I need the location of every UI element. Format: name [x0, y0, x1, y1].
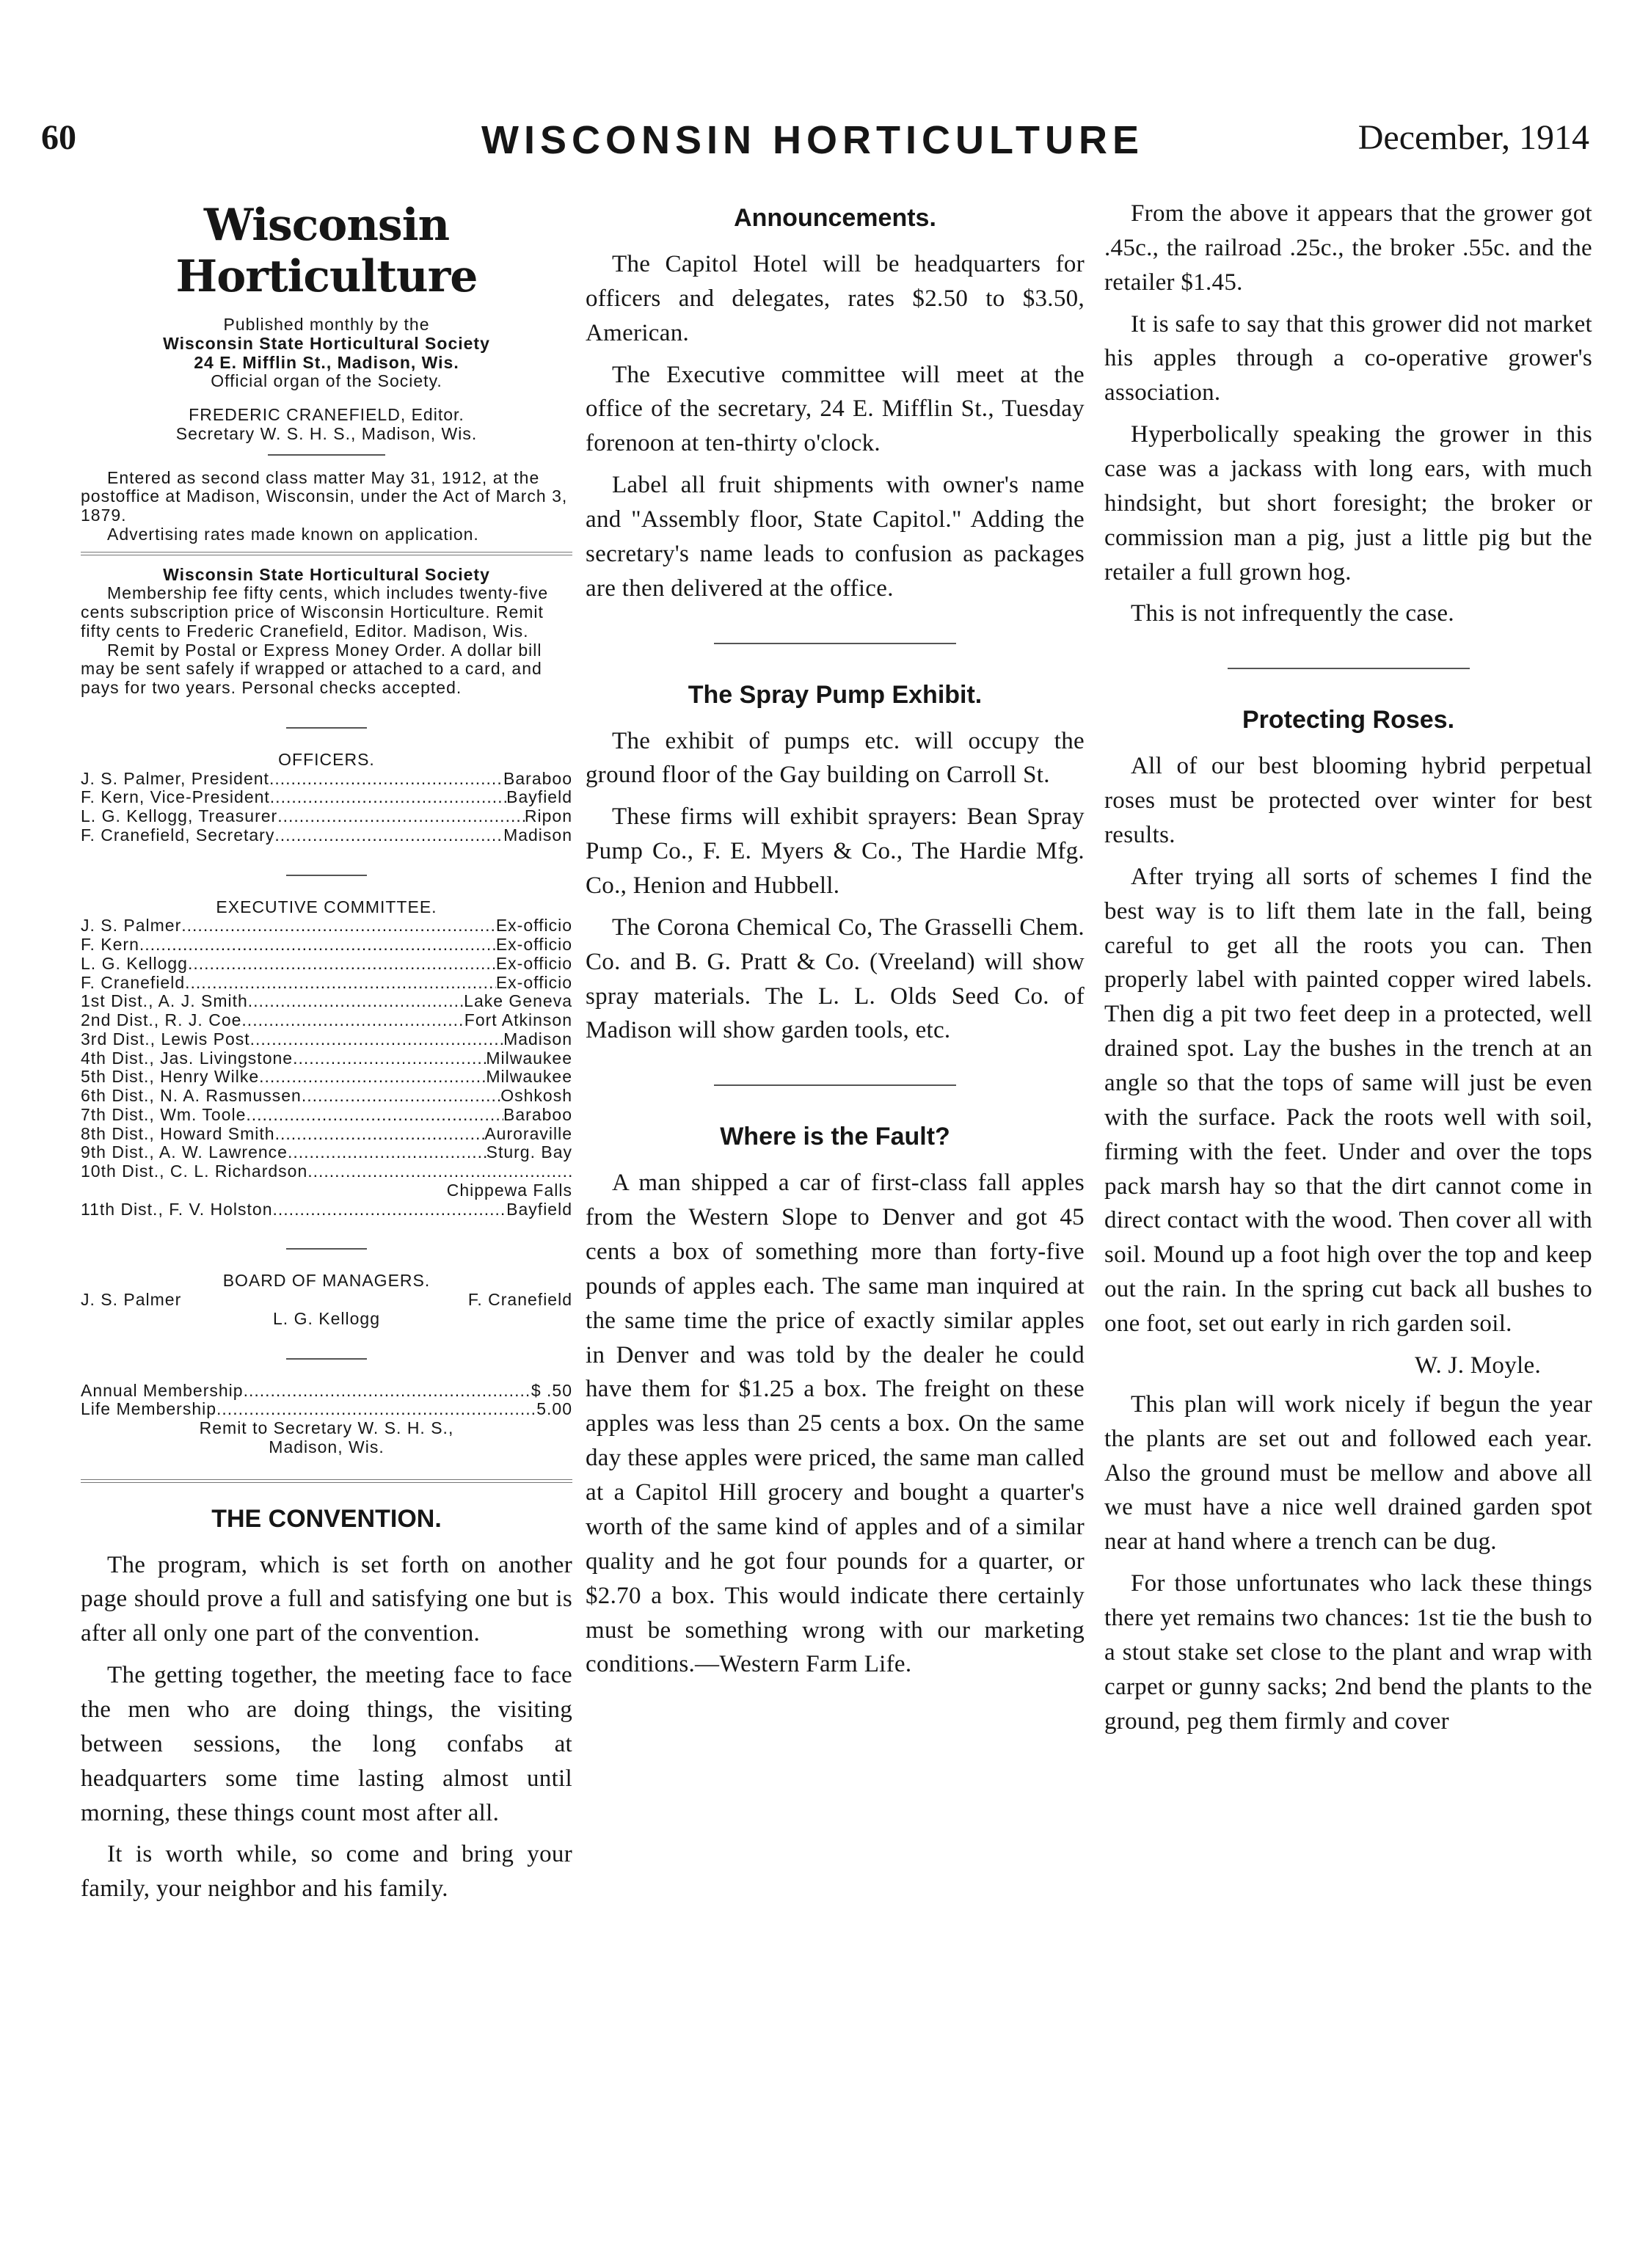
paragraph: The Corona Chemical Co, The Grasselli Chem. Co. and B. G. Pratt & Co. (Vreeland) will show spray materials. The L. L. Olds Seed Co. of Madison will show garden tools, etc.: [586, 914, 1085, 1044]
paragraph: It is worth while, so come and bring your family, your neighbor and his family.: [81, 1841, 572, 1903]
executive-heading: EXECUTIVE COMMITTEE.: [216, 897, 437, 916]
divider: [268, 454, 385, 456]
paragraph: For those unfortunates who lack these things there yet remains two chances: 1st tie the bush to a stout stake set close to the plant and wrap with carpet or gunny sacks; 2nd bend the plants to the ground, peg them firmly and cover: [1104, 1570, 1592, 1735]
fees-city: Madison, Wis.: [269, 1437, 384, 1456]
divider: [286, 1358, 367, 1360]
officer-row: F. Kern, Vice-President ..... Bayfield: [81, 788, 572, 807]
paragraph: After trying all sorts of schemes I find the best way is to lift them late in the fall, being careful to get all the roots you can. Then properly label with painted copper wired labels. Then dig a pit two feet deep in a protected, well drained spot. Lay the bushes in the trench at an angle so that the tops of same will just be even with the surface. Pack the roots well with soil, firming with the feet. Under and over the tops pack marsh hay so that the dirt cannot come in direct contact with the wood. Then cover all with soil. Mound up a foot high over the top and keep out the rain. In the spring cut back all bushes to one foot, set out early in rich garden soil.: [1104, 863, 1592, 1338]
executive-row: J. S. Palmer ..... Ex-officio: [81, 916, 572, 936]
executive-row-continued: Chippewa Falls: [446, 1180, 572, 1200]
spray-heading: The Spray Pump Exhibit.: [688, 680, 983, 709]
executive-row: 5th Dist., Henry Wilke ..... Milwaukee: [81, 1068, 572, 1087]
executive-row: 9th Dist., A. W. Lawrence ..... Sturg. Bay: [81, 1143, 572, 1162]
paragraph: This is not infrequently the case.: [1131, 600, 1454, 627]
board-heading: BOARD OF MANAGERS.: [222, 1271, 431, 1291]
executive-row: 2nd Dist., R. J. Coe ..... Fort Atkinson: [81, 1011, 572, 1030]
double-divider: [81, 552, 572, 555]
divider: [286, 727, 367, 729]
page-header: [41, 117, 1589, 183]
fault-body: [586, 1166, 1085, 1682]
executive-row: 11th Dist., F. V. Holston ..... Bayfield: [81, 1200, 572, 1219]
fees-remit: Remit to Secretary W. S. H. S.,: [199, 1418, 454, 1437]
divider: [714, 1084, 956, 1086]
fault-heading: Where is the Fault?: [720, 1123, 950, 1151]
convention-heading: THE CONVENTION.: [211, 1504, 442, 1533]
membership-heading: Wisconsin State Horticultural Society: [163, 564, 490, 584]
entry-notice: Entered as second class matter May 31, 1912, at the postoffice at Madison, Wisconsin, under the Act of March 3, 1879.: [81, 467, 568, 525]
paragraph: The program, which is set forth on another page should prove a full and satisfying one but is after all only one part of the convention.: [81, 1551, 572, 1647]
annual-fee-row: Annual Membership ..... $ .50: [81, 1382, 572, 1401]
fault-continued: [1104, 197, 1592, 631]
announcements-heading: Announcements.: [734, 204, 936, 232]
paragraph: All of our best blooming hybrid perpetual roses must be protected over winter for best results.: [1104, 753, 1592, 849]
remit-text: Remit by Postal or Express Money Order. A dollar bill may be sent safely if wrapped or attached to a card, and pays for two years. Personal checks accepted.: [81, 640, 542, 697]
masthead-society: Wisconsin State Horticultural Society: [163, 333, 490, 353]
paragraph: From the above it appears that the grower got .45c., the railroad .25c., the broker .55c. and the retailer $1.45.: [1104, 200, 1592, 296]
paragraph: The Executive committee will meet at the office of the secretary, 24 E. Mifflin St., Tuesday forenoon at ten-thirty o'clock.: [586, 361, 1085, 457]
middle-column: [586, 197, 1085, 1689]
paragraph: This plan will work nicely if begun the year the plants are set out and followed each year. Also the ground must be mellow and above all we must have a nice well drained garden spot near at hand where a trench can be dug.: [1104, 1390, 1592, 1556]
paragraph: Label all fruit shipments with owner's name and "Assembly floor, State Capitol." Adding the secretary's name leads to confusion as packages are then delivered at the office.: [586, 472, 1085, 602]
executive-row: 4th Dist., Jas. Livingstone ..... Milwaukee: [81, 1049, 572, 1068]
left-column: [81, 197, 572, 1914]
masthead-address: 24 E. Mifflin St., Madison, Wis.: [194, 352, 459, 372]
executive-row: 7th Dist., Wm. Toole ..... Baraboo: [81, 1106, 572, 1125]
divider: [714, 643, 956, 644]
editor-line: FREDERIC CRANEFIELD, Editor.: [189, 405, 464, 424]
divider: [286, 875, 367, 876]
executive-row: L. G. Kellogg ..... Ex-officio: [81, 955, 572, 974]
roses-body: [1104, 749, 1592, 1738]
executive-row: 6th Dist., N. A. Rasmussen ..... Oshkosh: [81, 1087, 572, 1106]
spray-body: [586, 724, 1085, 1049]
paragraph: It is safe to say that this grower did not market his apples through a co-operative grower's association.: [1104, 310, 1592, 406]
paragraph: The getting together, the meeting face to face the men who are doing things, the visiting between sessions, the long confabs at headquarters some time lasting almost until morning, these things count most after all.: [81, 1662, 572, 1826]
divider: [286, 1248, 367, 1250]
masthead-published: Published monthly by the: [223, 315, 430, 334]
executive-row: 8th Dist., Howard Smith ..... Auroraville: [81, 1125, 572, 1144]
board-center: L. G. Kellogg: [273, 1308, 380, 1328]
board-row: J. S. Palmer F. Cranefield: [81, 1290, 572, 1309]
executive-row: F. Cranefield ..... Ex-officio: [81, 974, 572, 993]
executive-row: 3rd Dist., Lewis Post ..... Madison: [81, 1030, 572, 1049]
running-title: WISCONSIN HORTICULTURE: [481, 118, 1144, 162]
masthead-organ: Official organ of the Society.: [211, 371, 442, 391]
convention-body: [81, 1548, 572, 1907]
officers-list: [81, 770, 572, 845]
paragraph: The Capitol Hotel will be headquarters for officers and delegates, rates $2.50 to $3.50, American.: [586, 251, 1085, 346]
officer-row: J. S. Palmer, President ..... Baraboo: [81, 770, 572, 789]
advertising-notice: Advertising rates made known on application.: [107, 524, 479, 544]
officer-row: F. Cranefield, Secretary ..... Madison: [81, 826, 572, 845]
paragraph: The exhibit of pumps etc. will occupy the ground floor of the Gay building on Carroll St.: [586, 727, 1085, 789]
divider: [1228, 668, 1470, 669]
paragraph: These firms will exhibit sprayers: Bean Spray Pump Co., F. E. Myers & Co., The Hardie Mfg. Co., Henion and Hubbell.: [586, 803, 1085, 900]
paragraph: Hyperbolically speaking the grower in this case was a jackass with long ears, with much hindsight, but short foresight; the broker or commission man a pig, just a little pig but the retailer a full grown hog.: [1104, 421, 1592, 586]
executive-row: F. Kern ..... Ex-officio: [81, 936, 572, 955]
masthead-title: Wisconsin Horticulture: [175, 200, 478, 302]
executive-row: 10th Dist., C. L. Richardson .....: [81, 1162, 572, 1181]
announcements-body: [586, 247, 1085, 606]
officer-row: L. G. Kellogg, Treasurer ..... Ripon: [81, 807, 572, 826]
roses-heading: Protecting Roses.: [1242, 706, 1455, 734]
right-column: [1104, 197, 1592, 1746]
page-number: 60: [41, 118, 76, 157]
executive-list: [81, 916, 572, 1219]
double-divider: [81, 1479, 572, 1483]
signature: W. J. Moyle.: [1415, 1352, 1541, 1379]
secretary-line: Secretary W. S. H. S., Madison, Wis.: [175, 423, 478, 443]
membership-text: Membership fee fifty cents, which includes twenty-five cents subscription price of Wisconsin Horticulture. Remit fifty cents to Frederic Cranefield, Editor. Madison, Wis.: [81, 583, 549, 641]
issue-date: December, 1914: [1357, 118, 1589, 157]
executive-row: 1st Dist., A. J. Smith ..... Lake Geneva: [81, 992, 572, 1011]
paragraph: A man shipped a car of first-class fall apples from the Western Slope to Denver and got 45 cents a box of something more than forty-five pounds of apples each. The same man inquired at the same time the price of exactly similar apples in Denver and was told by the dealer he could have them for $1.25 a box. The freight on these apples was less than 25 cents a box. On the same day these apples were priced, the same man called at a Capitol Hill grocery and bought a quarter's worth of the same kind of apples and of a similar quality and he got four pounds for a quarter, or $2.70 a box. This would indicate there certainly must be something wrong with our marketing conditions.—Western Farm Life.: [586, 1170, 1085, 1678]
life-fee-row: Life Membership ..... 5.00: [81, 1400, 572, 1419]
officers-heading: OFFICERS.: [278, 749, 375, 769]
